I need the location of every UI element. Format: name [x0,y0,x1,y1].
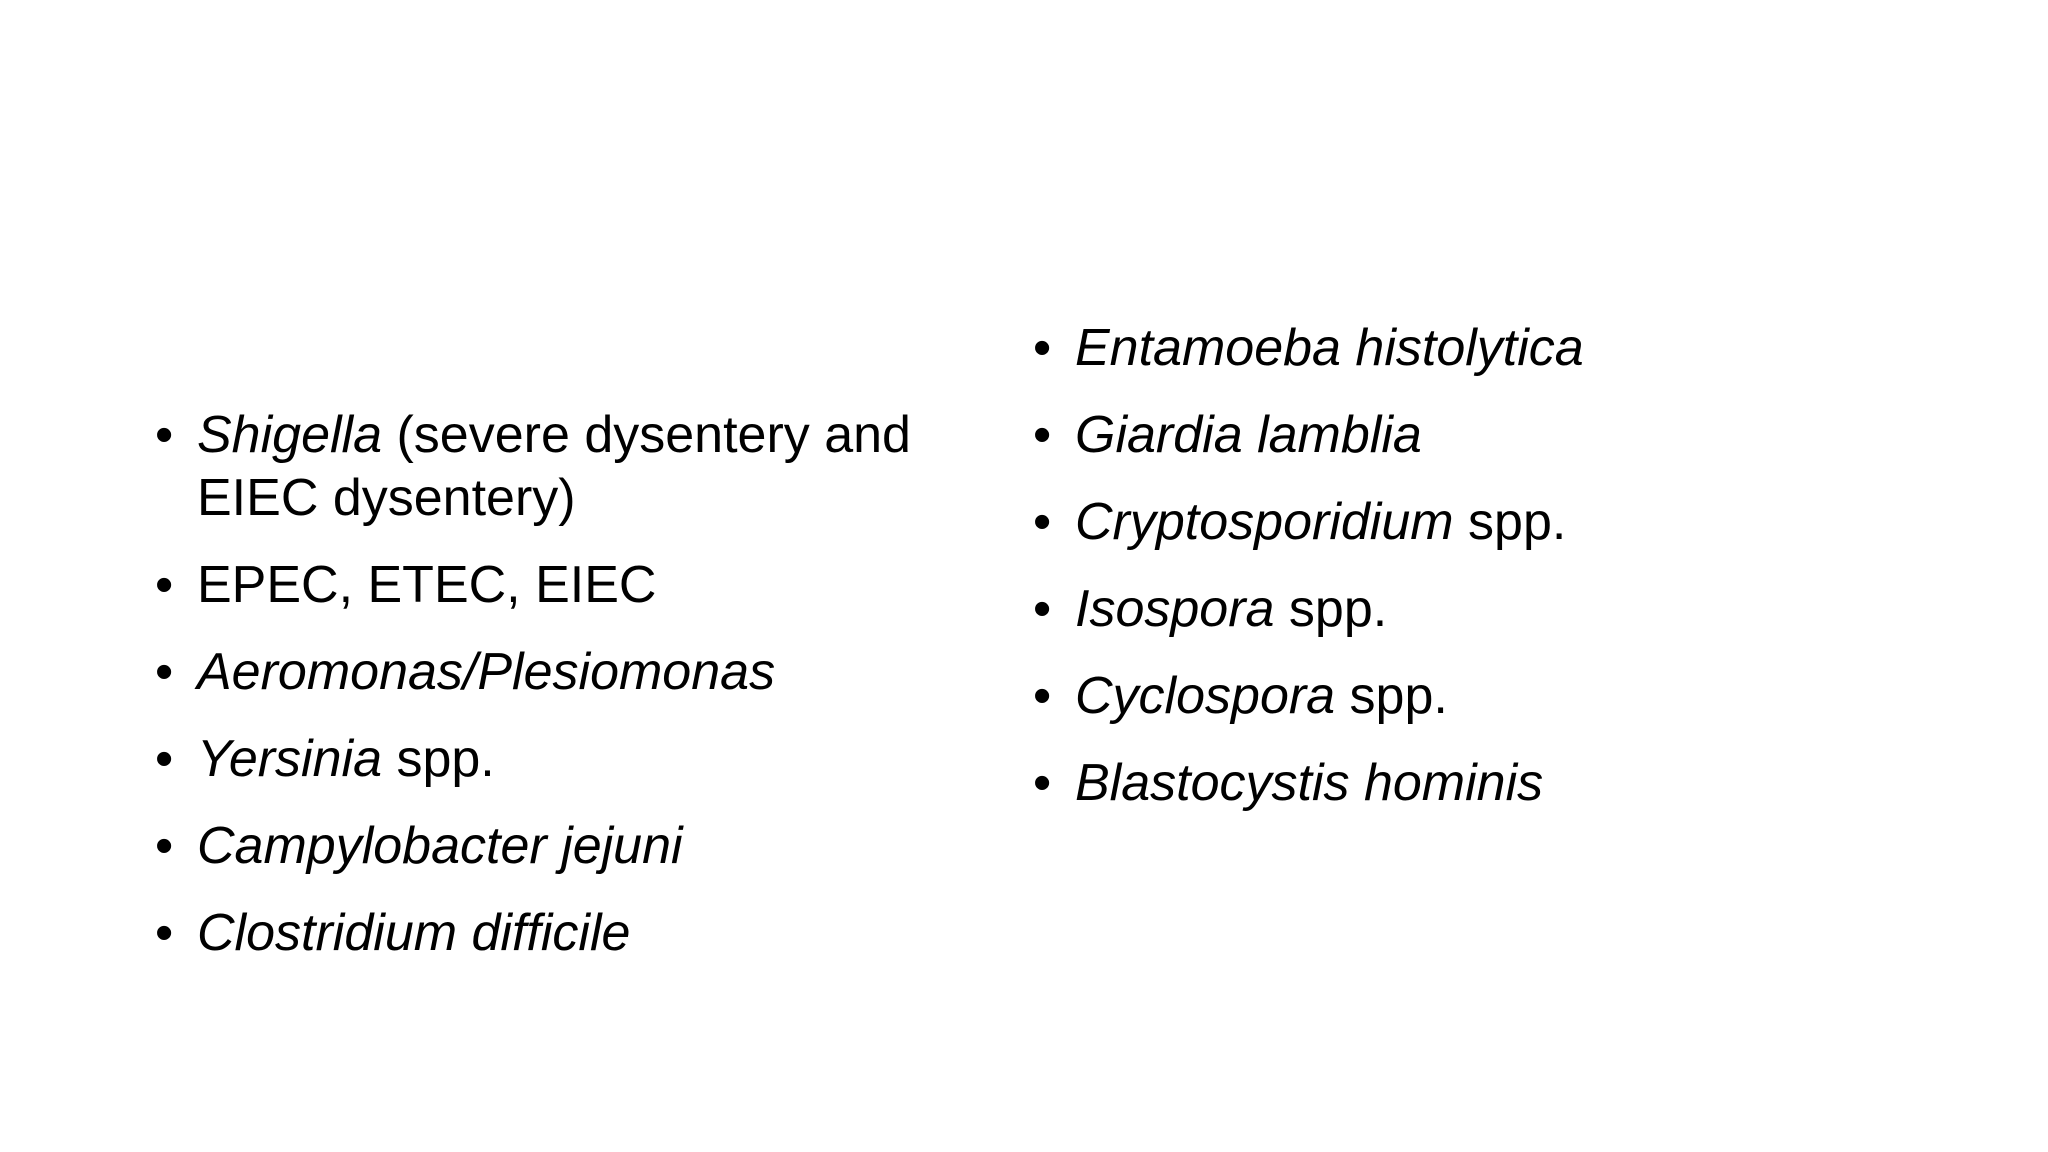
list-item [155,554,955,617]
organism-name: Campylobacter jejuni [197,817,683,875]
organism-name: Cryptosporidium [1075,493,1454,551]
organism-note: EPEC, ETEC, EIEC [197,556,657,614]
bullet-icon: • [1033,580,1052,638]
organism-name: Entamoeba histolytica [1075,319,1584,377]
parasite-list [1033,317,1833,839]
list-item [1033,578,1833,641]
bullet-icon: • [1033,754,1052,812]
bullet-icon: • [155,406,174,464]
organism-name: Giardia lamblia [1075,406,1422,464]
list-item [1033,404,1833,467]
list-item [1033,491,1833,554]
organism-note: spp. [1274,580,1388,638]
bullet-icon: • [1033,667,1052,725]
list-item [1033,665,1833,728]
organism-name: Isospora [1075,580,1275,638]
list-item [155,641,955,704]
organism-note: spp. [1335,667,1448,725]
bullet-icon: • [155,643,174,701]
bullet-icon: • [1033,319,1052,377]
bullet-icon: • [1033,406,1052,464]
list-item [155,815,955,878]
list-item [155,728,955,791]
bullet-icon: • [155,730,174,788]
list-item [155,902,955,965]
bacteria-list [155,404,955,989]
list-item [1033,752,1833,815]
bullet-icon: • [155,556,174,614]
organism-name: Yersinia [197,730,382,788]
bullet-icon: • [155,817,174,875]
bullet-icon: • [155,904,174,962]
organism-note: (severe dysentery and EIEC dysentery) [197,406,911,527]
organism-name: Aeromonas/Plesiomonas [197,643,776,701]
bullet-icon: • [1033,493,1052,551]
organism-name: Clostridium difficile [197,904,631,962]
organism-name: Shigella [197,406,383,464]
list-item [155,404,955,530]
list-item [1033,317,1833,380]
organism-name: Blastocystis hominis [1075,754,1544,812]
organism-note: spp. [1453,493,1567,551]
organism-note: spp. [382,730,495,788]
organism-name: Cyclospora [1075,667,1336,725]
